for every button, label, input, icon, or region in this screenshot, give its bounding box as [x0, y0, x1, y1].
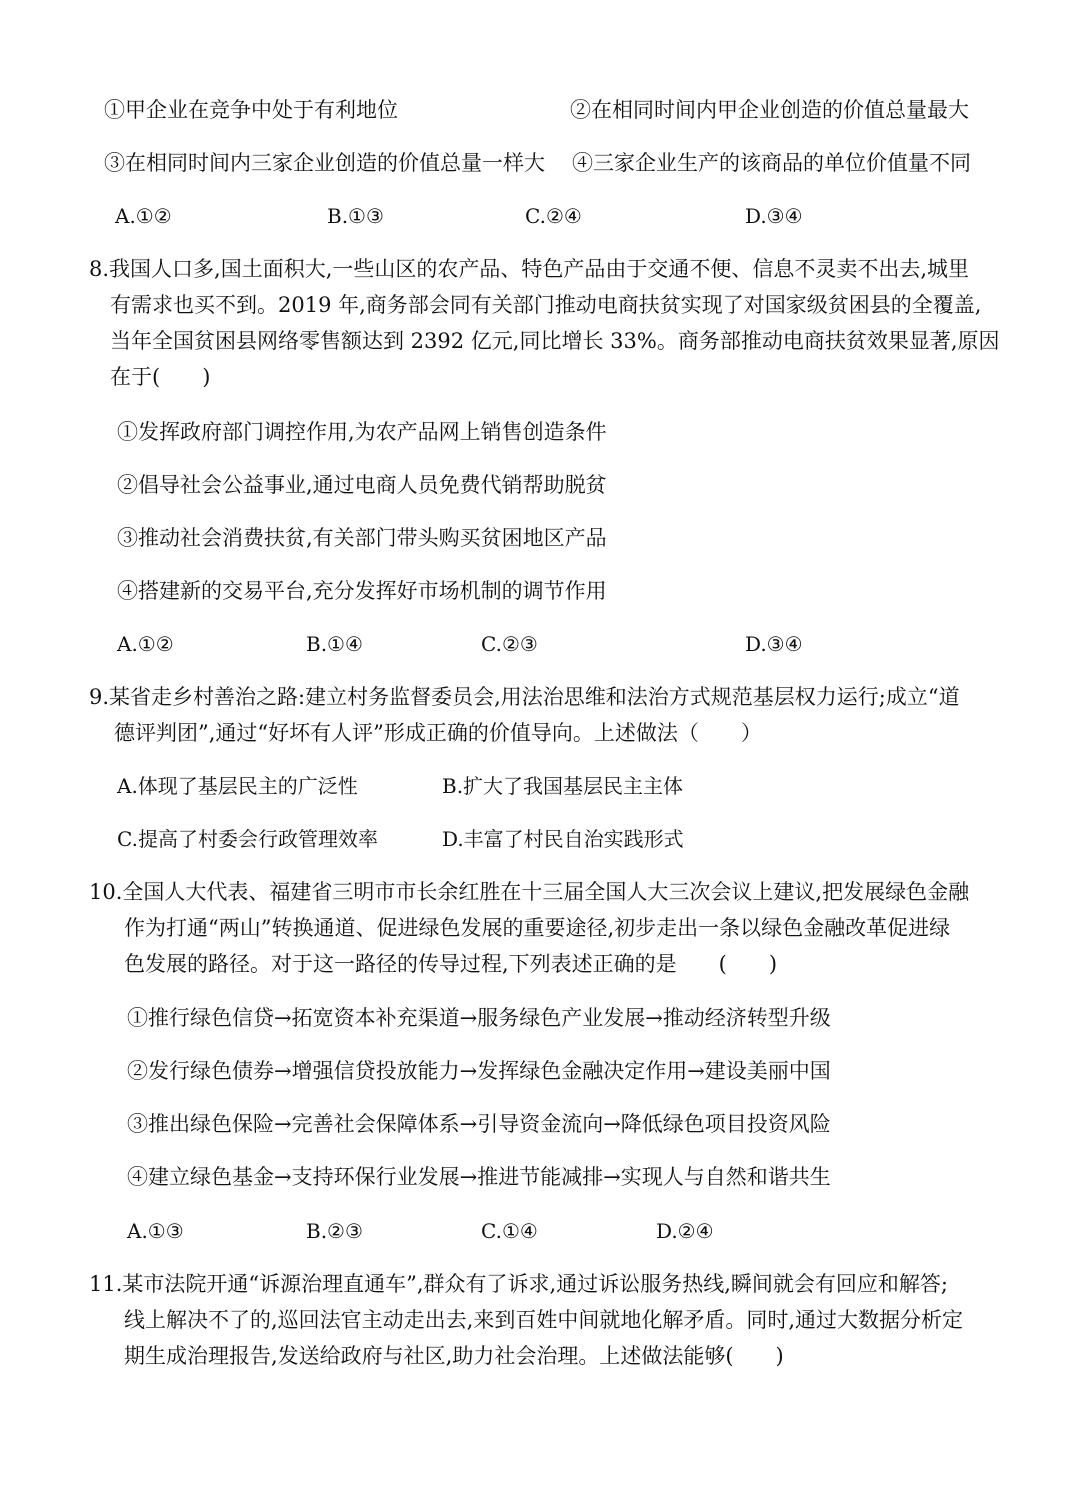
q9-option-a: A.体现了基层民主的广泛性	[117, 774, 358, 798]
q9-option-c: C.提高了村委会行政管理效率	[117, 827, 378, 851]
q10-statement-2: ②发行绿色债券→增强信贷投放能力→发挥绿色金融决定作用→建设美丽中国	[127, 1059, 831, 1083]
q9-option-d: D.丰富了村民自治实践形式	[442, 827, 684, 851]
q8-statement-2: ②倡导社会公益事业,通过电商人员免费代销帮助脱贫	[117, 473, 607, 497]
q7-option-a: A.①②	[115, 204, 172, 228]
q7-statement-1: ①甲企业在竞争中处于有利地位	[104, 98, 398, 122]
q10-option-c: C.①④	[481, 1219, 538, 1243]
q10-option-b: B.②③	[306, 1219, 363, 1243]
q11-stem-line-3: 期生成治理报告,发送给政府与社区,助力社会治理。上述做法能够( )	[124, 1344, 784, 1368]
q8-statement-3: ③推动社会消费扶贫,有关部门带头购买贫困地区产品	[117, 526, 607, 550]
q8-stem-line-3: 当年全国贫困县网络零售额达到 2392 亿元,同比增长 33%。商务部推动电商扶贫效果显著,原因	[110, 329, 1000, 353]
q10-stem-line-1: 10.全国人大代表、福建省三明市市长余红胜在十三届全国人大三次会议上建议,把发展绿色金融	[89, 880, 970, 904]
q11-stem-line-2: 线上解决不了的,巡回法官主动走出去,来到百姓中间就地化解矛盾。同时,通过大数据分析定	[124, 1308, 964, 1332]
q8-option-a: A.①②	[117, 632, 174, 656]
q11-stem-line-1: 11.某市法院开通“诉源治理直通车”,群众有了诉求,通过诉讼服务热线,瞬间就会有回应和解答;	[89, 1272, 948, 1296]
q8-stem-line-1: 8.我国人口多,国土面积大,一些山区的农产品、特色产品由于交通不便、信息不灵卖不出去,城里	[89, 257, 970, 281]
q8-statement-1: ①发挥政府部门调控作用,为农产品网上销售创造条件	[117, 420, 607, 444]
q7-option-c: C.②④	[525, 204, 582, 228]
q9-stem-line-1: 9.某省走乡村善治之路:建立村务监督委员会,用法治思维和法治方式规范基层权力运行;成立“道	[89, 685, 960, 709]
q7-option-d: D.③④	[745, 204, 803, 228]
q10-statement-1: ①推行绿色信贷→拓宽资本补充渠道→服务绿色产业发展→推动经济转型升级	[127, 1006, 831, 1030]
q10-option-a: A.①③	[127, 1219, 184, 1243]
q8-stem-line-4: 在于( )	[110, 365, 211, 389]
q7-option-b: B.①③	[327, 204, 384, 228]
q9-option-b: B.扩大了我国基层民主主体	[442, 774, 684, 798]
q9-stem-line-2: 德评判团”,通过“好坏有人评”形成正确的价值导向。上述做法（ ）	[114, 721, 762, 745]
q10-option-d: D.②④	[656, 1219, 714, 1243]
q10-statement-4: ④建立绿色基金→支持环保行业发展→推进节能减排→实现人与自然和谐共生	[127, 1165, 831, 1189]
q8-option-c: C.②③	[481, 632, 538, 656]
q7-statement-3: ③在相同时间内三家企业创造的价值总量一样大	[104, 151, 545, 175]
q10-stem-line-2: 作为打通“两山”转换通道、促进绿色发展的重要途径,初步走出一条以绿色金融改革促进绿	[124, 916, 951, 940]
q7-statement-4: ④三家企业生产的该商品的单位价值量不同	[572, 151, 971, 175]
q8-statement-4: ④搭建新的交易平台,充分发挥好市场机制的调节作用	[117, 579, 607, 603]
q8-stem-line-2: 有需求也买不到。2019 年,商务部会同有关部门推动电商扶贫实现了对国家级贫困县的全覆盖,	[110, 293, 982, 317]
q8-option-b: B.①④	[306, 632, 363, 656]
q10-stem-line-3: 色发展的路径。对于这一路径的传导过程,下列表述正确的是 ( )	[124, 952, 778, 976]
q7-statement-2: ②在相同时间内甲企业创造的价值总量最大	[570, 98, 969, 122]
q10-statement-3: ③推出绿色保险→完善社会保障体系→引导资金流向→降低绿色项目投资风险	[127, 1112, 831, 1136]
q8-option-d: D.③④	[745, 632, 803, 656]
